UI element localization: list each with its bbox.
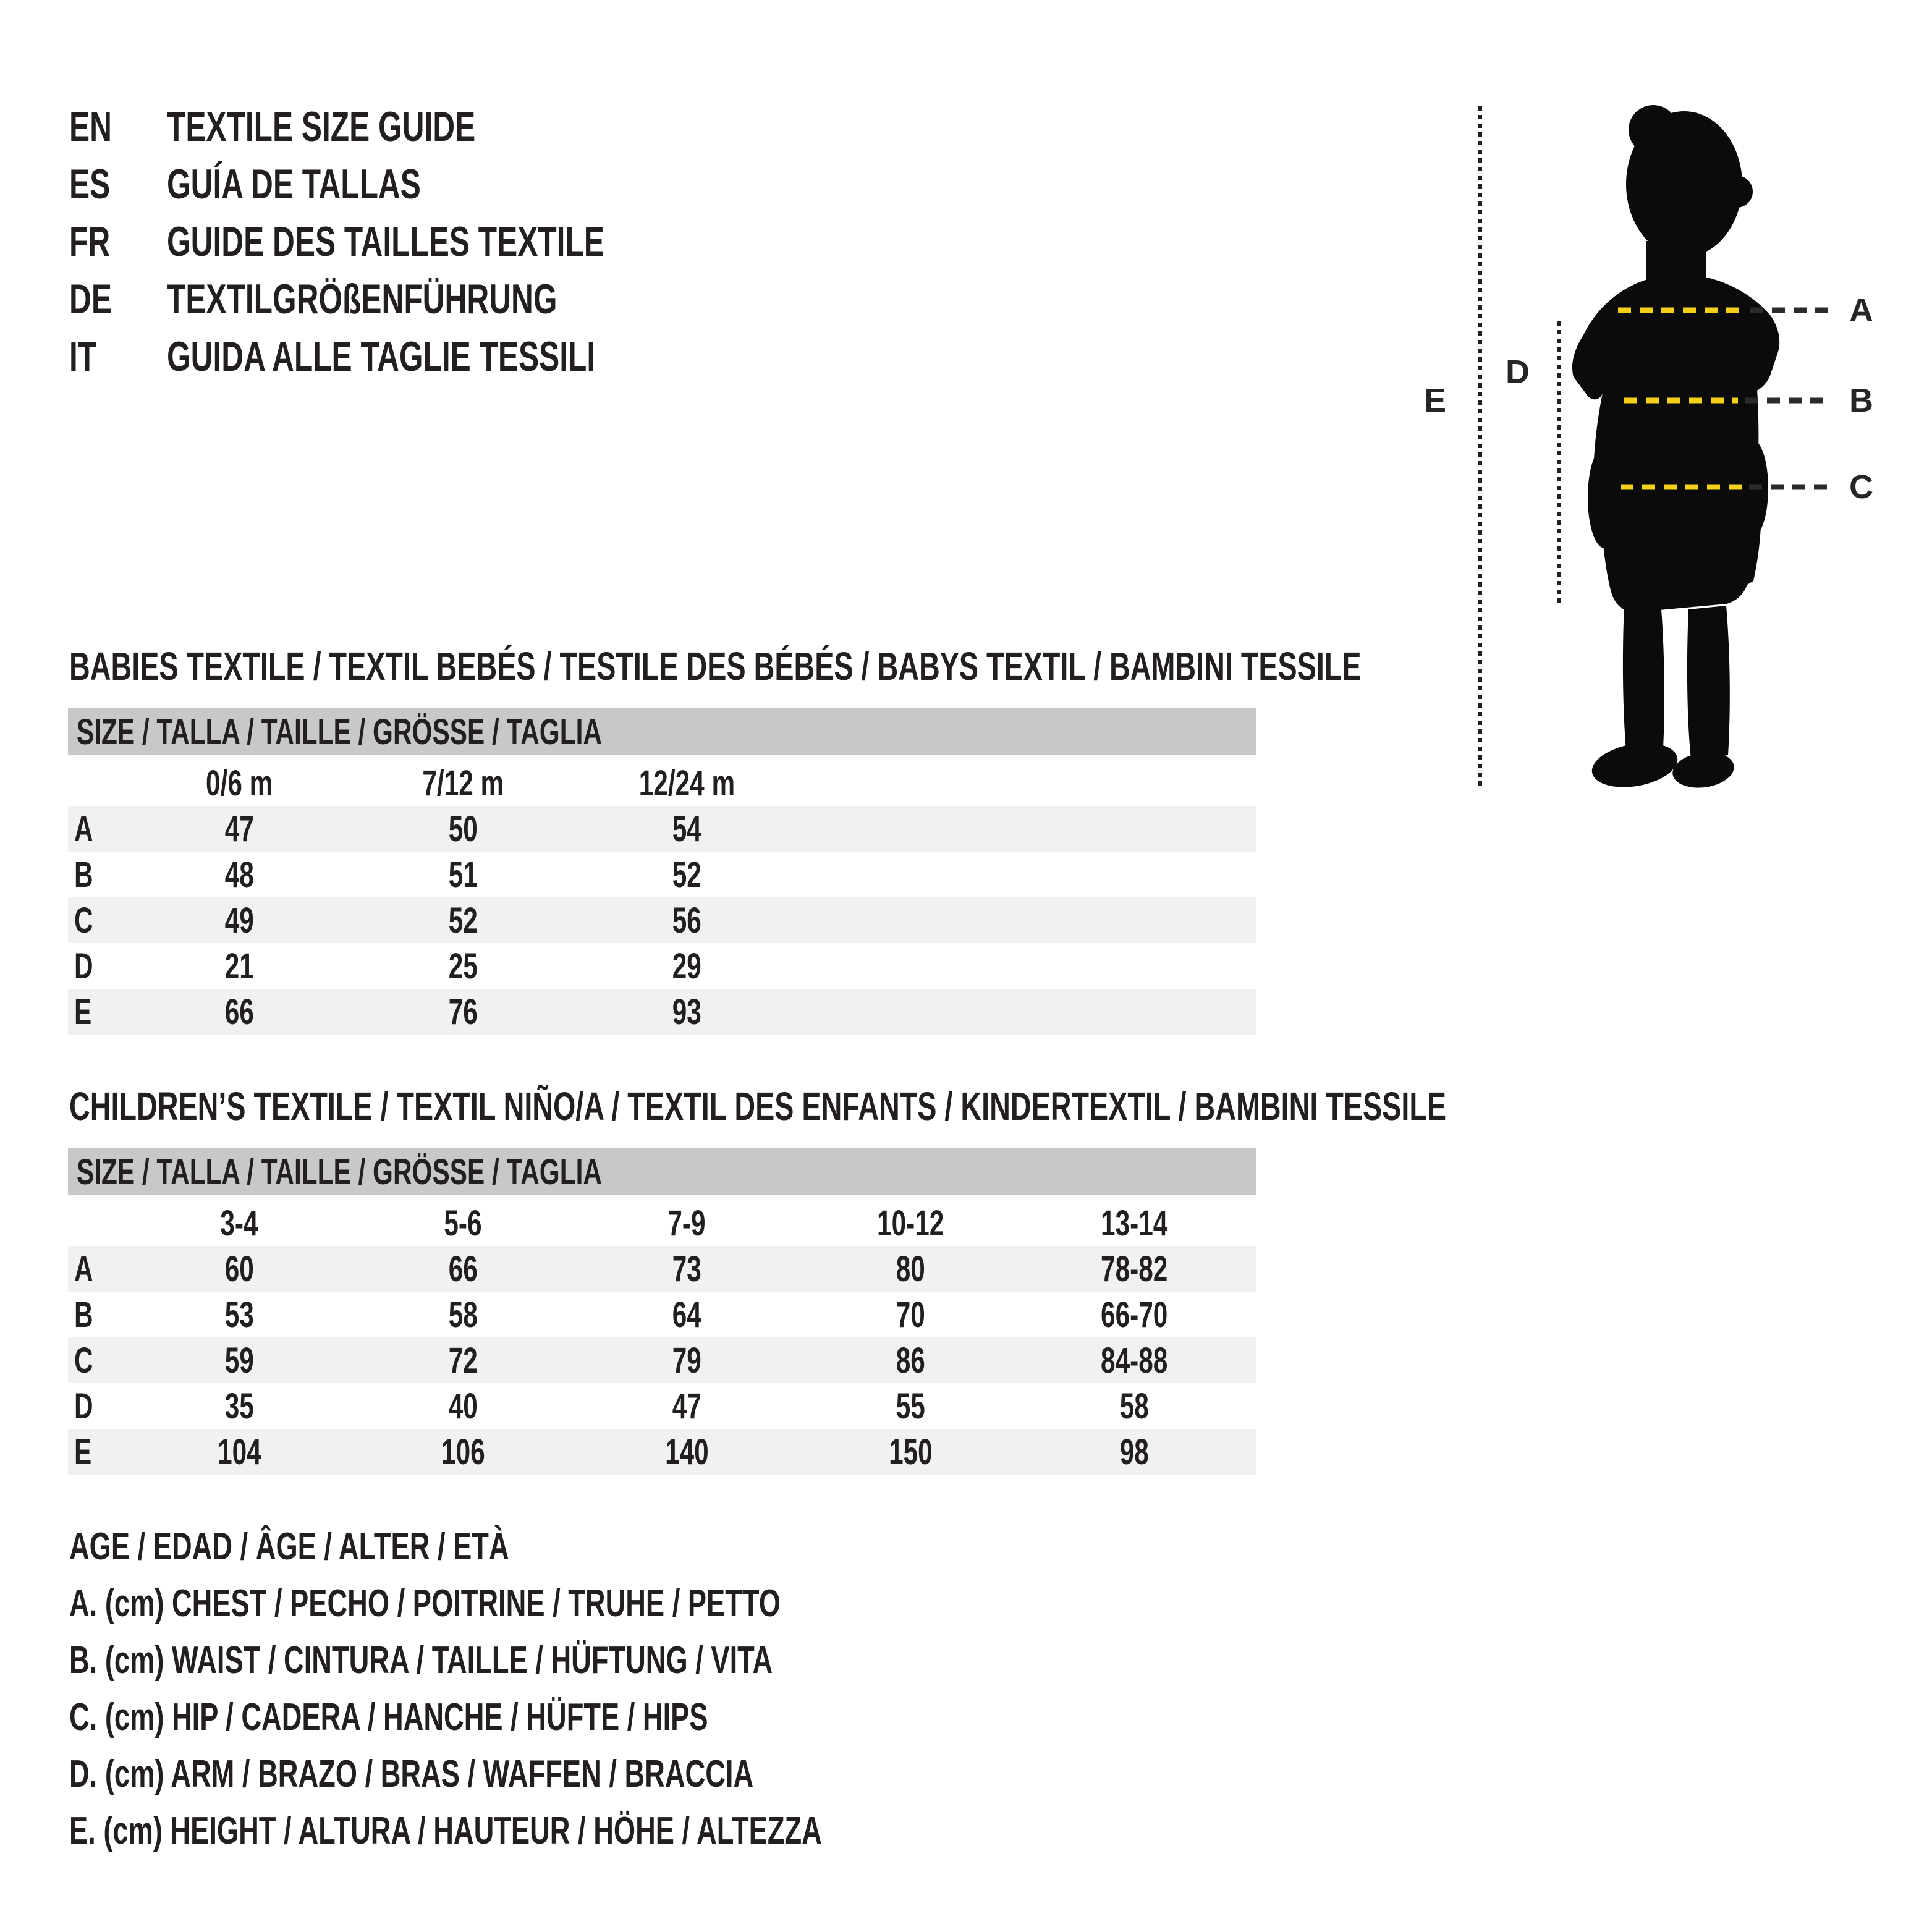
language-code: EN — [69, 103, 112, 150]
table-cell: 73 — [672, 1248, 701, 1289]
table-cell: 76 — [448, 991, 478, 1032]
row-label: C — [74, 1340, 93, 1381]
babies-size-table — [68, 760, 1256, 1035]
table-cell: 64 — [672, 1294, 701, 1335]
measure-label-e: E — [1424, 382, 1447, 419]
table-row — [68, 989, 1256, 1035]
row-label: A — [74, 808, 93, 849]
table-cell: 58 — [448, 1294, 478, 1335]
table-cell: 80 — [896, 1248, 925, 1289]
children-size-header-bar: SIZE / TALLA / TAILLE / GRÖSSE / TAGLIA — [68, 1148, 1256, 1195]
language-row — [69, 213, 766, 270]
babies-size-header-bar: SIZE / TALLA / TAILLE / GRÖSSE / TAGLIA — [68, 708, 1256, 755]
table-row — [68, 1337, 1256, 1383]
table-cell: 21 — [224, 946, 254, 986]
language-title: TEXTILGRÖßENFÜHRUNG — [167, 275, 557, 323]
language-row — [69, 270, 766, 328]
table-cell: 86 — [896, 1340, 925, 1381]
language-code: DE — [69, 275, 112, 323]
row-label: D — [74, 946, 93, 986]
table-cell: 79 — [672, 1340, 701, 1381]
table-cell: 66 — [224, 991, 254, 1032]
column-header: 3-4 — [220, 1203, 258, 1244]
legend-line-age: AGE / EDAD / ÂGE / ALTER / ETÀ — [69, 1525, 509, 1568]
column-header: 5-6 — [444, 1203, 482, 1244]
table-cell: 47 — [224, 808, 254, 849]
table-row — [68, 1246, 1256, 1292]
table-row — [68, 806, 1256, 852]
legend-line-waist: B. (cm) WAIST / CINTURA / TAILLE / HÜFTUNG / VITA — [69, 1638, 773, 1682]
children-section-heading: CHILDREN’S TEXTILE / TEXTIL NIÑO/A / TEXTIL DES ENFANTS / KINDERTEXTIL / BAMBINI TESSILE — [69, 1084, 1447, 1129]
table-cell: 59 — [224, 1340, 254, 1381]
table-cell: 25 — [448, 946, 478, 986]
row-label: B — [74, 1294, 93, 1335]
babies-section-heading: BABIES TEXTILE / TEXTIL BEBÉS / TESTILE DES BÉBÉS / BABYS TEXTIL / BAMBINI TESSILE — [69, 644, 1362, 688]
table-cell: 106 — [441, 1431, 485, 1472]
language-title: GUÍA DE TALLAS — [167, 160, 421, 208]
legend-line-chest: A. (cm) CHEST / PECHO / POITRINE / TRUHE / PETTO — [69, 1582, 781, 1625]
language-row — [69, 98, 766, 155]
table-cell: 104 — [217, 1431, 261, 1472]
table-row — [68, 1429, 1256, 1475]
children-size-table — [68, 1200, 1256, 1475]
measure-label-a: A — [1849, 292, 1873, 329]
table-cell: 140 — [664, 1431, 709, 1472]
language-row — [69, 155, 766, 213]
table-cell: 29 — [672, 946, 701, 986]
column-header: 13-14 — [1100, 1203, 1168, 1244]
table-cell: 98 — [1119, 1431, 1149, 1472]
babies-column-header-row — [68, 760, 1256, 806]
row-label: D — [74, 1386, 93, 1426]
table-cell: 35 — [224, 1386, 254, 1426]
table-cell: 56 — [672, 900, 701, 941]
table-cell: 47 — [672, 1386, 701, 1426]
measure-label-c: C — [1849, 468, 1873, 506]
row-label: C — [74, 900, 93, 941]
table-cell: 54 — [672, 808, 701, 849]
table-cell: 52 — [672, 854, 701, 895]
row-label: E — [74, 991, 92, 1032]
table-row — [68, 1383, 1256, 1429]
language-list — [69, 98, 766, 385]
legend-line-arm: D. (cm) ARM / BRAZO / BRAS / WAFFEN / BRACCIA — [69, 1752, 754, 1795]
table-cell: 40 — [448, 1386, 478, 1426]
table-cell: 55 — [896, 1386, 925, 1426]
language-code: ES — [69, 160, 111, 208]
table-row — [68, 897, 1256, 943]
table-cell: 48 — [224, 854, 254, 895]
table-cell: 60 — [224, 1248, 254, 1289]
table-cell: 51 — [448, 854, 478, 895]
table-cell: 150 — [888, 1431, 933, 1472]
language-title: GUIDE DES TAILLES TEXTILE — [167, 218, 604, 265]
child-silhouette — [1533, 93, 1842, 803]
table-cell: 78-82 — [1100, 1248, 1168, 1289]
column-header: 7/12 m — [422, 763, 504, 803]
measure-label-b: B — [1849, 382, 1873, 419]
language-code: IT — [69, 333, 97, 380]
column-header: 12/24 m — [638, 763, 735, 803]
table-cell: 72 — [448, 1340, 478, 1381]
table-row — [68, 852, 1256, 897]
table-cell: 66 — [448, 1248, 478, 1289]
language-title: TEXTILE SIZE GUIDE — [167, 103, 476, 150]
language-title: GUIDA ALLE TAGLIE TESSILI — [167, 333, 596, 380]
table-cell: 84-88 — [1100, 1340, 1168, 1381]
column-header: 7-9 — [667, 1203, 706, 1244]
table-cell: 49 — [224, 900, 254, 941]
row-label: E — [74, 1431, 92, 1472]
table-cell: 52 — [448, 900, 478, 941]
children-column-header-row — [68, 1200, 1256, 1246]
measurement-legend — [69, 1518, 1100, 1859]
table-cell: 66-70 — [1100, 1294, 1168, 1335]
table-cell: 93 — [672, 991, 701, 1032]
language-row — [69, 328, 766, 385]
measure-label-d: D — [1506, 354, 1530, 391]
column-header: 0/6 m — [205, 763, 273, 803]
legend-line-height: E. (cm) HEIGHT / ALTURA / HAUTEUR / HÖHE / ALTEZZA — [69, 1809, 822, 1852]
row-label: A — [74, 1248, 93, 1289]
table-cell: 70 — [896, 1294, 925, 1335]
table-cell: 53 — [224, 1294, 254, 1335]
legend-line-hip: C. (cm) HIP / CADERA / HANCHE / HÜFTE / HIPS — [69, 1695, 708, 1739]
language-code: FR — [69, 218, 111, 265]
table-cell: 50 — [448, 808, 478, 849]
column-header: 10-12 — [876, 1203, 944, 1244]
table-row — [68, 1292, 1256, 1337]
child-silhouette-body — [1572, 105, 1779, 794]
table-cell: 58 — [1119, 1386, 1149, 1426]
row-label: B — [74, 854, 93, 895]
table-row — [68, 943, 1256, 989]
